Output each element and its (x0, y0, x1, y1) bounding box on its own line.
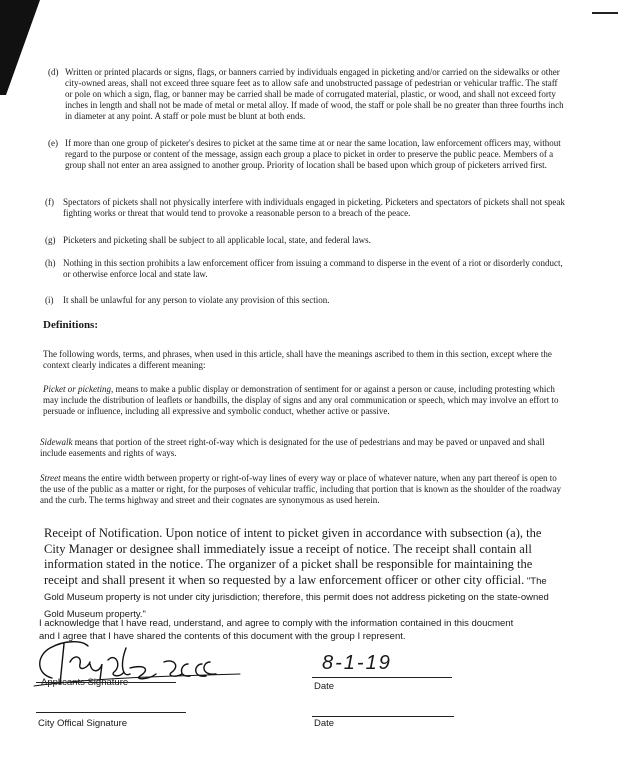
definition-sidewalk-text: means that portion of the street right-of-way which is designated for the use of pedestrians and may be paved or unpaved and shall include easements and rights of ways. (40, 437, 545, 458)
item-g-label: (g) (45, 235, 56, 245)
definition-picket (43, 384, 565, 417)
definitions-intro: The following words, terms, and phrases, when used in this article, shall have the meanings ascribed to them in this section, except where the context clearly indicates a different meaning: (43, 349, 552, 370)
receipt-of-notification (44, 526, 562, 622)
definition-picket-text: means to make a public display or demonstration of sentiment for or against a person or cause, including protesting which may include the distribution of leaflets or handbills, the display of signs and any oral communication or speech, which may involve an effort to persuade or influence, including all expressive and symbolic conduct, whether active or passive. (43, 384, 559, 416)
scan-dash-mark (592, 12, 618, 14)
definition-street-term: Street (40, 473, 61, 483)
item-d-text: Written or printed placards or signs, flags, or banners carried by individuals engaged in picketing and/or carried on the sidewalks or other city-owned areas, shall not exceed three square feet as to allow safe and unobstructed passage of pedestrian or vehicular traffic. The staff or pole on which a sign, flag, or banner may be carried shall be made of corrugated material, plastic, or wood, and shall not exceed forty inches in length and shall not be made of metal or metal alloy. If made of wood, the staff or pole shall be no greater than three fourths inch in diameter at any point. A staff or pole must be blunt at both ends. (65, 67, 564, 121)
item-d-label: (d) (48, 67, 59, 77)
acknowledgment-line-2: and I agree that I have shared the contents of this document with the group I represent. (39, 631, 406, 642)
item-f-label: (f) (45, 197, 54, 207)
definition-street-text: means the entire width between property or right-of-way lines of every way or place of whatever nature, when any part thereof is open to the use of the public as a matter or right, for the purposes of vehicular traffic, including that portion that is known as the shoulder of the roadway and the curb. The terms highway and street and their cognates are synonymous as used herein. (40, 473, 561, 505)
item-h-text: Nothing in this section prohibits a law enforcement officer from issuing a command to disperse in the event of a riot or disorderly conduct, or otherwise enforce local and state law. (63, 258, 563, 279)
applicant-date-line (312, 677, 452, 678)
item-e-text: If more than one group of picketer's desires to picket at the same time at or near the same location, law enforcement officers may, without regard to the purpose or content of the message, assign each group a place to picket in order to preserve the public peace. Members of a group shall not enter an area assigned to another group. Priority of location shall be based upon which group of picketers arrived first. (65, 138, 561, 170)
official-date-label: Date (314, 718, 335, 729)
definition-picket-term: Picket or picketing, (43, 384, 114, 394)
applicant-date-label: Date (314, 681, 335, 692)
scan-corner-mark (0, 0, 40, 95)
definition-sidewalk (40, 437, 565, 459)
item-e-label: (e) (48, 138, 58, 148)
definitions-heading: Definitions: (43, 319, 98, 331)
gold-museum-note: "The Gold Museum property is not under city jurisdiction; therefore, this permit does not address picketing on the state-owned Gold Museum property." (44, 575, 549, 620)
item-i-label: (i) (45, 295, 54, 305)
official-signature-label: City Offical Signature (38, 718, 128, 729)
applicant-date-value: 8-1-19 (322, 652, 392, 674)
definition-street (40, 473, 565, 506)
applicant-signature-label: Applicants Signature (41, 677, 129, 688)
item-g-text: Picketers and picketing shall be subject to all applicable local, state, and federal laws. (63, 235, 371, 245)
receipt-text: Receipt of Notification. Upon notice of intent to picket given in accordance with subsection (a), the City Manager or designee shall immediately issue a receipt of notice. The receipt shall contain all information stated in the notice. The organizer of a picket shall be responsible for maintaining the receipt and shall present it when so requested by a law enforcement officer or other city official. (44, 526, 542, 587)
item-f-text: Spectators of pickets shall not physically interfere with individuals engaged in picketing. Picketers and spectators of pickets shall not speak fighting works or threat that would tend to provoke a reasonable person to a breach of the peace. (63, 197, 565, 218)
official-date-line (312, 716, 454, 717)
definition-sidewalk-term: Sidewalk (40, 437, 73, 447)
item-i-text: It shall be unlawful for any person to violate any provision of this section. (63, 295, 330, 305)
item-h-label: (h) (45, 258, 56, 268)
acknowledgment-line-1: I acknowledge that I have read, understand, and agree to comply with the information contained in this doucment (39, 618, 514, 629)
official-signature-line (36, 712, 186, 713)
